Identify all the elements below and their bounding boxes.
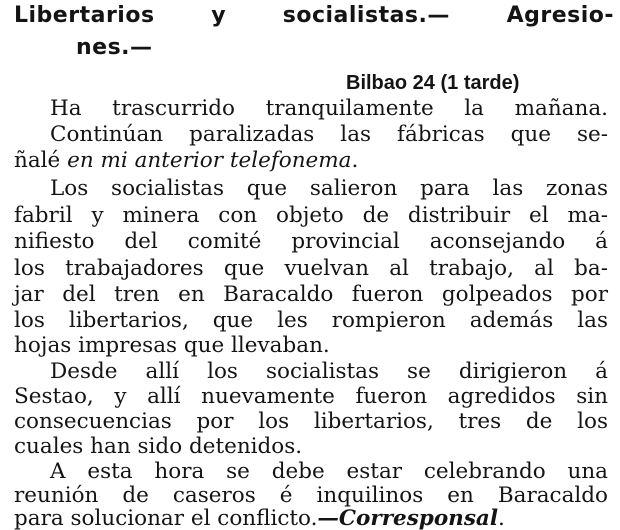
body-line: fabril y minera con objeto de distribuir el ma- — [14, 203, 608, 228]
body-line: consecuencias por los libertarios, tres de los — [14, 409, 608, 434]
body-line: jar del tren en Baracaldo fueron golpeados por — [14, 282, 608, 307]
body-line: Continúan paralizadas las fábricas que se- — [50, 122, 608, 147]
body-line: Sestao, y allí nuevamente fueron agredidos sin — [14, 384, 608, 409]
headline-continuation: nes.— — [76, 35, 153, 60]
body-line: Los socialistas que salieron para las zonas — [50, 176, 608, 201]
italic-text: en mi anterior telefonema — [67, 148, 352, 173]
body-line: los trabajadores que vuelvan al trabajo, al ba- — [14, 256, 608, 281]
body-text: ñalé — [14, 148, 68, 173]
body-line: A esta hora se debe estar celebrando una — [50, 459, 608, 484]
body-line: Desde allí los socialistas se dirigieron á — [50, 359, 608, 384]
body-line: reunión de caseros é inquilinos en Baracaldo — [14, 483, 608, 508]
body-line: hojas impresas que llevaban. — [14, 333, 330, 358]
body-text: para solucionar el conflicto. — [14, 506, 318, 530]
body-line — [14, 506, 608, 530]
body-line: cuales han sido detenidos. — [14, 434, 303, 459]
body-text: . — [498, 506, 505, 530]
signature: —Corresponsal — [317, 506, 499, 530]
body-text: . — [351, 148, 359, 173]
body-line: los libertarios, que les rompieron además las — [14, 308, 608, 333]
headline: Libertarios y socialistas.— Agresio- — [14, 3, 614, 28]
dateline: Bilbao 24 (1 tarde) — [346, 72, 520, 94]
body-line: nifiesto del comité provincial aconsejando á — [14, 229, 608, 254]
body-line: Ha trascurrido tranquilamente la mañana. — [50, 96, 608, 121]
body-line — [14, 148, 608, 174]
